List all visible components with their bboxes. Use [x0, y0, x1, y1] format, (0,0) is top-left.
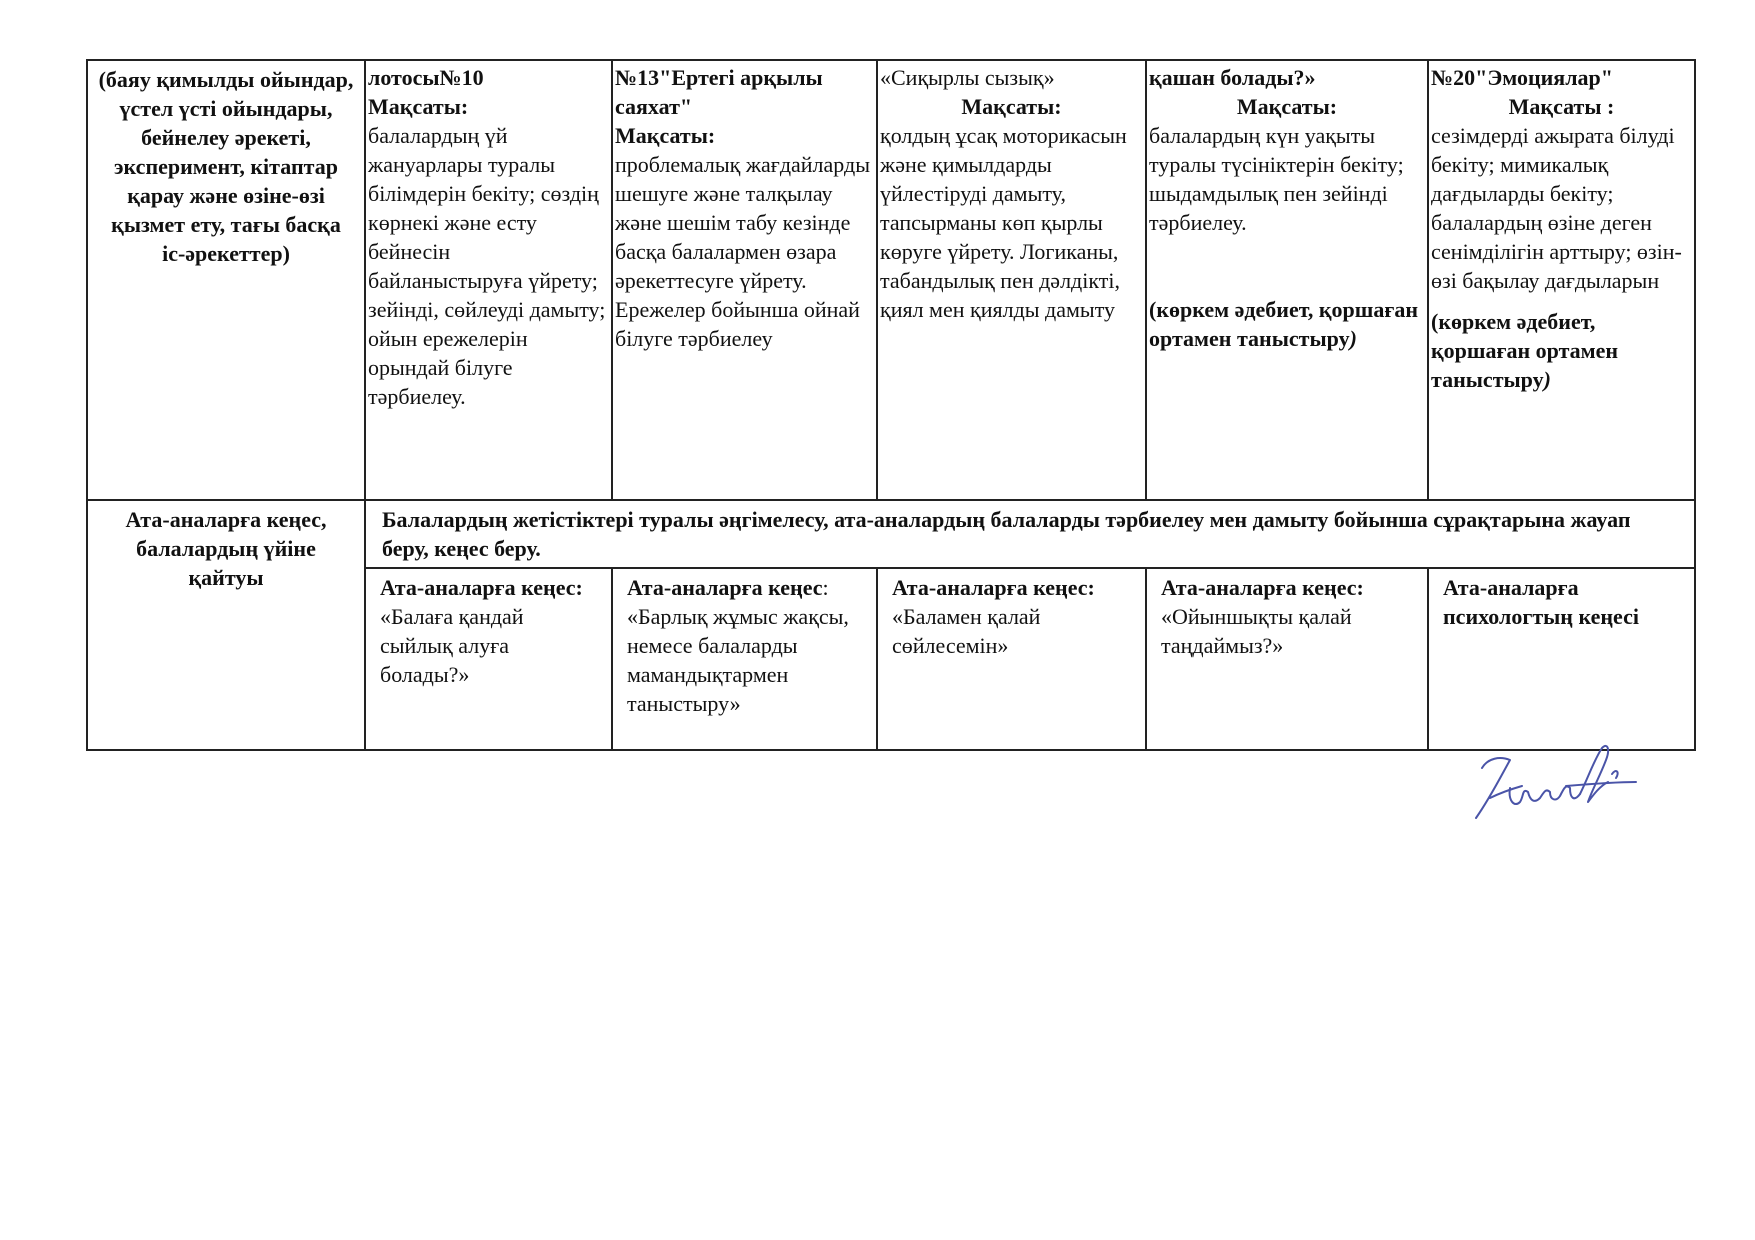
activity-cell: [365, 60, 612, 500]
goal-label: Мақсаты:: [1236, 94, 1338, 119]
goal-text: проблемалық жағдайларды шешуге және талқылау және шешім табу кезінде басқа балалармен өзара әрекеттесуге үйрету. Ережелер бойынша ойнай білуге тәрбиелеу: [615, 152, 870, 351]
activity-cell: [1146, 60, 1428, 500]
advice-cell: [1146, 568, 1428, 750]
advice-title: Ата-аналарға кеңес: [627, 575, 823, 600]
advice-title: Ата-аналарға психологтың кеңесі: [1443, 575, 1639, 629]
goal-label: Мақсаты:: [961, 94, 1062, 119]
activity-cell: [877, 60, 1146, 500]
integration-note: (көркем әдебиет, қоршаған ортамен таныстыру): [1431, 309, 1619, 392]
activity-title: қашан болады?»: [1149, 65, 1316, 90]
activity-title: «Сиқырлы сызық»: [880, 65, 1055, 90]
plan-table: [86, 59, 1696, 751]
advice-text: «Баламен қалай сөйлесемін»: [892, 604, 1041, 658]
parents-banner-row: [87, 500, 1695, 568]
activity-cell: [612, 60, 877, 500]
activity-title: №20"Эмоциялар": [1431, 65, 1613, 90]
goal-label: Мақсаты:: [368, 94, 469, 119]
advice-title: Ата-аналарға кеңес:: [380, 575, 583, 600]
advice-cell: [365, 568, 612, 750]
goal-label: Мақсаты :: [1508, 94, 1615, 119]
goal-text: балалардың үй жануарлары туралы білімдерін бекіту; сөздің көрнекі және есту бейнесін байланыстыруға үйрету; зейінді, сөйлеуді дамыту; ойын ережелерін орындай білуге тәрбиелеу.: [368, 123, 606, 409]
activities-row: [87, 60, 1695, 500]
integration-note: (көркем әдебиет, қоршаған ортамен таныстыру): [1149, 297, 1419, 351]
activity-title: №13"Ертегі арқылы саяхат": [615, 65, 823, 119]
goal-text: балалардың күн уақыты туралы түсініктерін бекіту; шыдамдылық пен зейінді тәрбиелеу.: [1149, 123, 1404, 235]
signature-image: [1470, 738, 1640, 838]
goal-label: Мақсаты:: [615, 123, 716, 148]
category-cell: (баяу қимылды ойындар, үстел үсті ойындары, бейнелеу әрекеті, эксперимент, кітаптар қарау және өзіне-өзі қызмет ету, тағы басқа іс-әрекеттер): [87, 60, 365, 500]
advice-cell: [612, 568, 877, 750]
advice-title: Ата-аналарға кеңес:: [892, 575, 1095, 600]
activity-title: лотосы№10: [368, 65, 484, 90]
advice-title: Ата-аналарға кеңес:: [1161, 575, 1364, 600]
advice-text: «Ойыншықты қалай таңдаймыз?»: [1161, 604, 1352, 658]
advice-text: «Балаға қандай сыйлық алуға болады?»: [380, 604, 524, 687]
advice-text: : «Барлық жұмыс жақсы, немесе балаларды мамандықтармен таныстыру»: [627, 575, 849, 716]
activity-cell: [1428, 60, 1695, 500]
category-cell: Ата-аналарға кеңес, балалардың үйіне қайтуы: [87, 500, 365, 750]
advice-cell: [1428, 568, 1695, 750]
advice-cell: [877, 568, 1146, 750]
goal-text: сезімдерді ажырата білуді бекіту; мимикалық дағдыларды бекіту; балалардың өзіне деген сенімділігін арттыру; өзін-өзі бақылау дағдыларын: [1431, 123, 1682, 293]
parents-banner: Балалардың жетістіктері туралы әңгімелесу, ата-аналардың балаларды тәрбиелеу мен дамыту бойынша сұрақтарына жауап беру, кеңес беру.: [365, 500, 1695, 568]
goal-text: қолдың ұсақ моторикасын және қимылдарды үйлестіруді дамыту, тапсырманы көп қырлы көруге үйрету. Логиканы, табандылық пен дәлдікті, қиял мен қиялды дамыту: [880, 123, 1127, 322]
